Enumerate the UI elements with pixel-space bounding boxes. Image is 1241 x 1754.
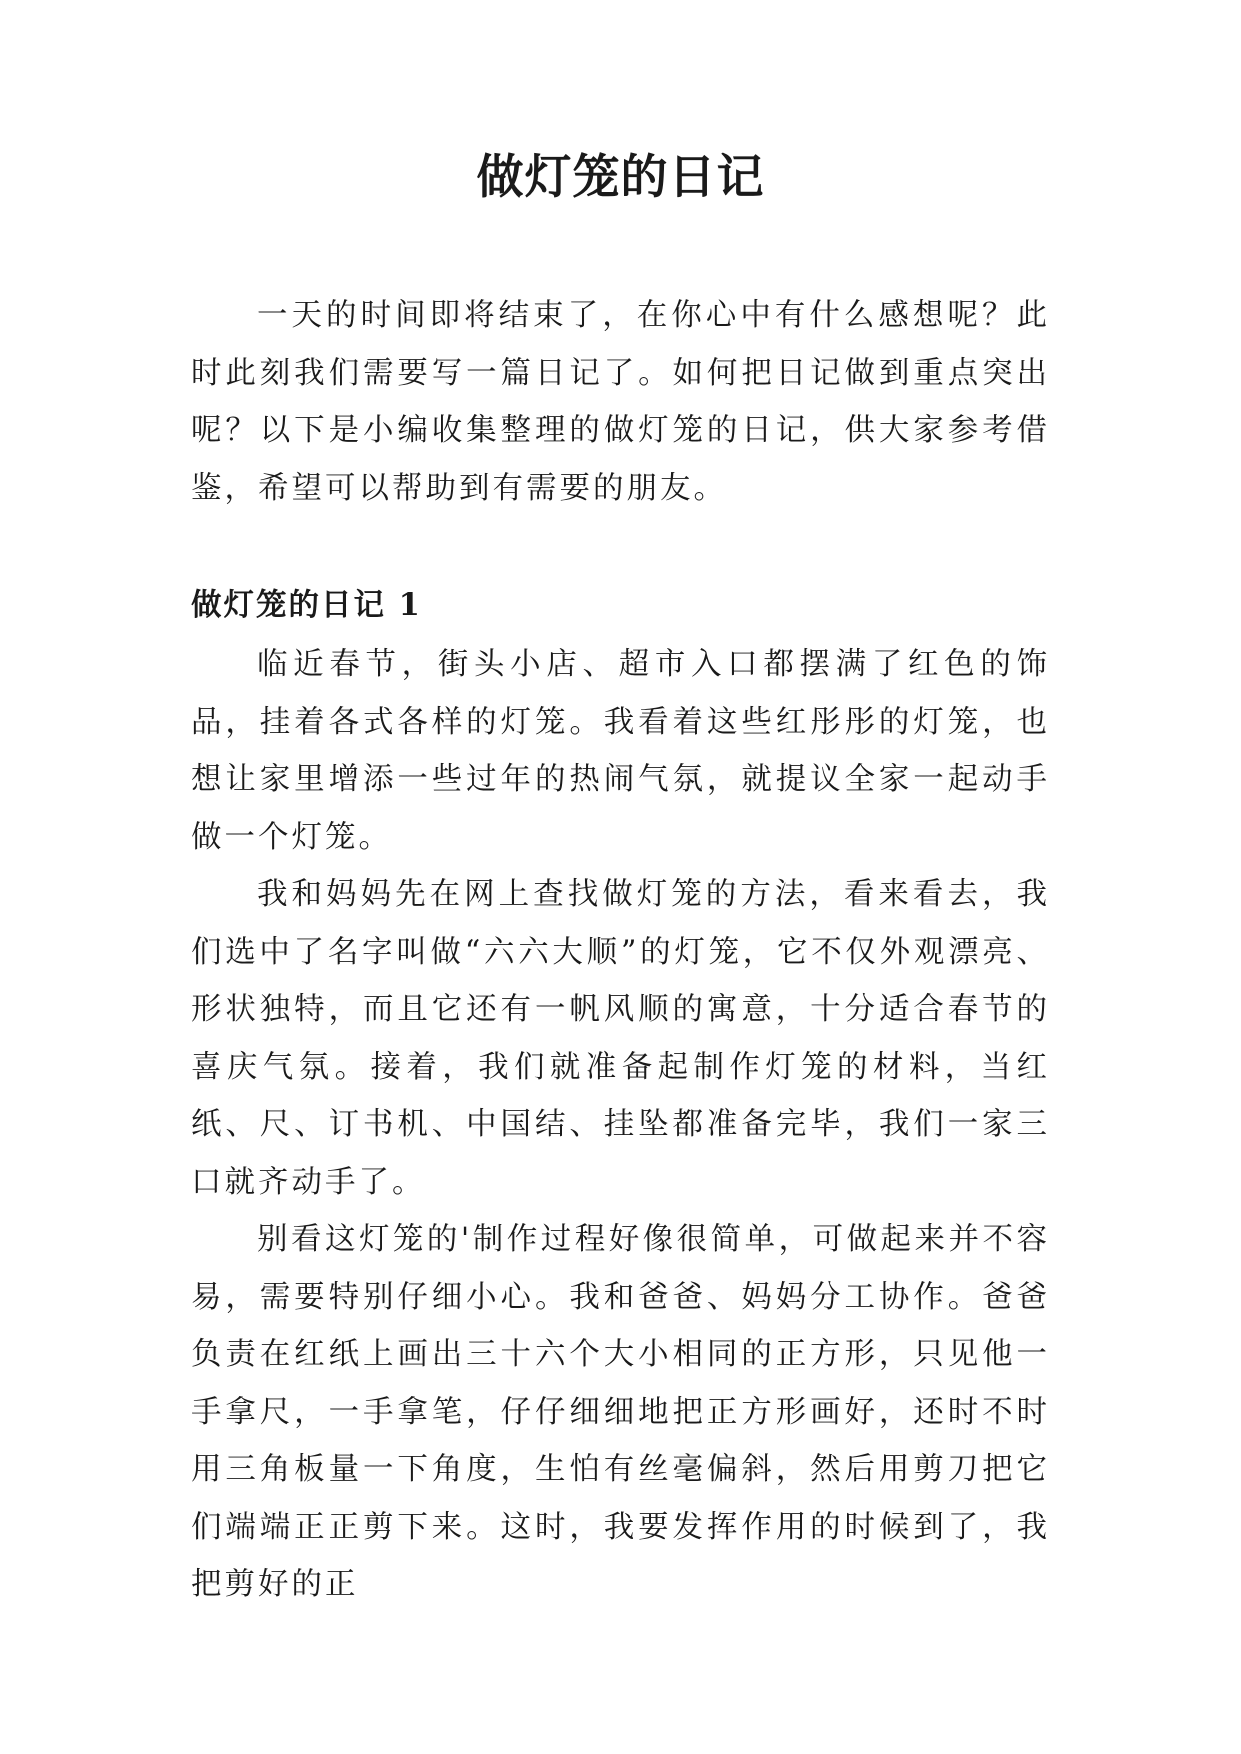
- body-paragraph-2: 我和妈妈先在网上查找做灯笼的方法，看来看去，我们选中了名字叫做“六六大顺”的灯笼，它不仅外观漂亮、形状独特，而且它还有一帆风顺的寓意，十分适合春节的喜庆气氛。接着，我们就准备起制作灯笼的材料，当红纸、尺、订书机、中国结、挂坠都准备完毕，我们一家三口就齐动手了。: [191, 877, 1050, 1200]
- body-paragraph-3: 别看这灯笼的'制作过程好像很简单，可做起来并不容易，需要特别仔细小心。我和爸爸、妈妈分工协作。爸爸负责在红纸上画出三十六个大小相同的正方形，只见他一手拿尺，一手拿笔，仔仔细细地把正方形画好，还时不时用三角板量一下角度，生怕有丝毫偏斜，然后用剪刀把它们端端正正剪下来。这时，我要发挥作用的时候到了，我把剪好的正: [191, 1222, 1050, 1602]
- document-title: 做灯笼的日记: [476, 150, 765, 205]
- section-body: [191, 636, 1050, 1614]
- section-heading: 做灯笼的日记 1: [191, 587, 422, 623]
- intro-paragraph: 一天的时间即将结束了，在你心中有什么感想呢？此时此刻我们需要写一篇日记了。如何把日记做到重点突出呢？以下是小编收集整理的做灯笼的日记，供大家参考借鉴，希望可以帮助到有需要的朋友。: [191, 298, 1050, 506]
- body-paragraph-1: 临近春节，街头小店、超市入口都摆满了红色的饰品，挂着各式各样的灯笼。我看着这些红彤彤的灯笼，也想让家里增添一些过年的热闹气氛，就提议全家一起动手做一个灯笼。: [191, 647, 1050, 855]
